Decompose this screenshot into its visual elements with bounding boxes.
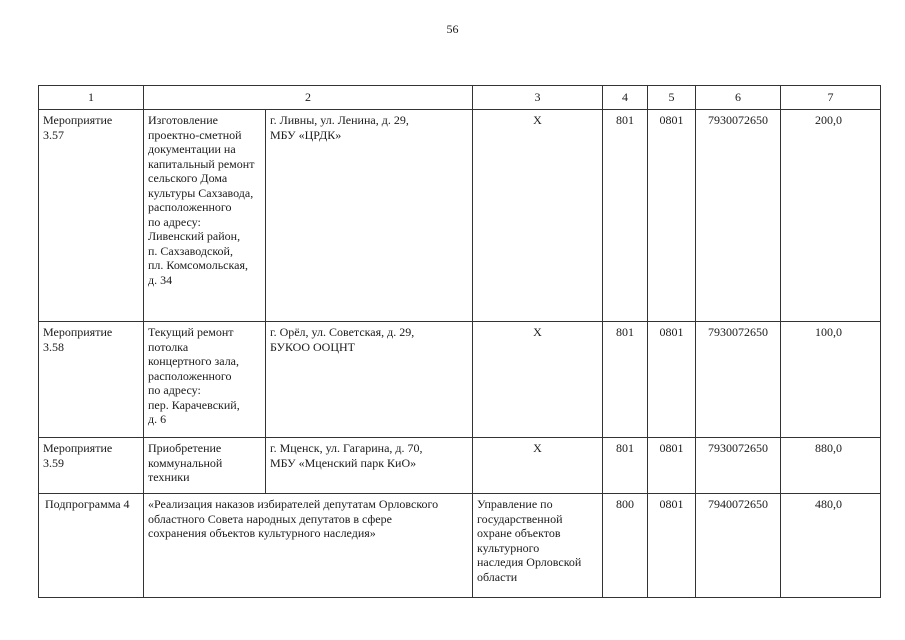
event-id-cell: Мероприятие 3.59 [39, 438, 144, 494]
header-cell: 1 [39, 86, 144, 110]
code-cell: 801 [603, 438, 648, 494]
executor-cell: Х [473, 322, 603, 438]
event-id-cell: Мероприятие 3.57 [39, 110, 144, 322]
event-description-cell: Приобретение коммунальной техники [144, 438, 266, 494]
executor-cell: Х [473, 110, 603, 322]
amount-cell: 880,0 [781, 438, 881, 494]
executor-cell: Х [473, 438, 603, 494]
target-code-cell: 7930072650 [696, 322, 781, 438]
amount-cell: 200,0 [781, 110, 881, 322]
header-cell: 3 [473, 86, 603, 110]
subprogram-row [39, 494, 881, 598]
target-code-cell: 7930072650 [696, 110, 781, 322]
subprogram-id-cell: Подпрограмма 4 [39, 494, 144, 598]
event-description-cell: Текущий ремонт потолка концертного зала, расположенного по адресу: пер. Карачевский, д. 6 [144, 322, 266, 438]
amount-cell: 480,0 [781, 494, 881, 598]
amount-cell: 100,0 [781, 322, 881, 438]
header-cell: 7 [781, 86, 881, 110]
header-cell: 4 [603, 86, 648, 110]
target-code-cell: 7940072650 [696, 494, 781, 598]
section-code-cell: 0801 [648, 494, 696, 598]
section-code-cell: 0801 [648, 322, 696, 438]
table-row [39, 438, 881, 494]
budget-table [38, 85, 881, 598]
table-row [39, 322, 881, 438]
header-cell: 6 [696, 86, 781, 110]
table-row [39, 110, 881, 322]
code-cell: 801 [603, 110, 648, 322]
header-cell: 5 [648, 86, 696, 110]
section-code-cell: 0801 [648, 438, 696, 494]
event-location-cell: г. Орёл, ул. Советская, д. 29, БУКОО ООЦНТ [266, 322, 473, 438]
event-location-cell: г. Ливны, ул. Ленина, д. 29, МБУ «ЦРДК» [266, 110, 473, 322]
event-location-cell: г. Мценск, ул. Гагарина, д. 70, МБУ «Мценский парк КиО» [266, 438, 473, 494]
section-code-cell: 0801 [648, 110, 696, 322]
code-cell: 800 [603, 494, 648, 598]
table-header-row [39, 86, 881, 110]
executor-cell: Управление по государственной охране объектов культурного наследия Орловской области [473, 494, 603, 598]
page-number: 56 [446, 22, 459, 36]
event-id-cell: Мероприятие 3.58 [39, 322, 144, 438]
code-cell: 801 [603, 322, 648, 438]
target-code-cell: 7930072650 [696, 438, 781, 494]
event-description-cell: Изготовление проектно-сметной документации на капитальный ремонт сельского Дома культуры Сахзавода, расположенного по адресу: Ливенский район, п. Сахзаводской, пл. Комсомольская, д. 34 [144, 110, 266, 322]
subprogram-title-cell: «Реализация наказов избирателей депутатам Орловского областного Совета народных депутатов в сфере сохранения объектов культурного наследия» [144, 494, 473, 598]
header-cell: 2 [144, 86, 473, 110]
